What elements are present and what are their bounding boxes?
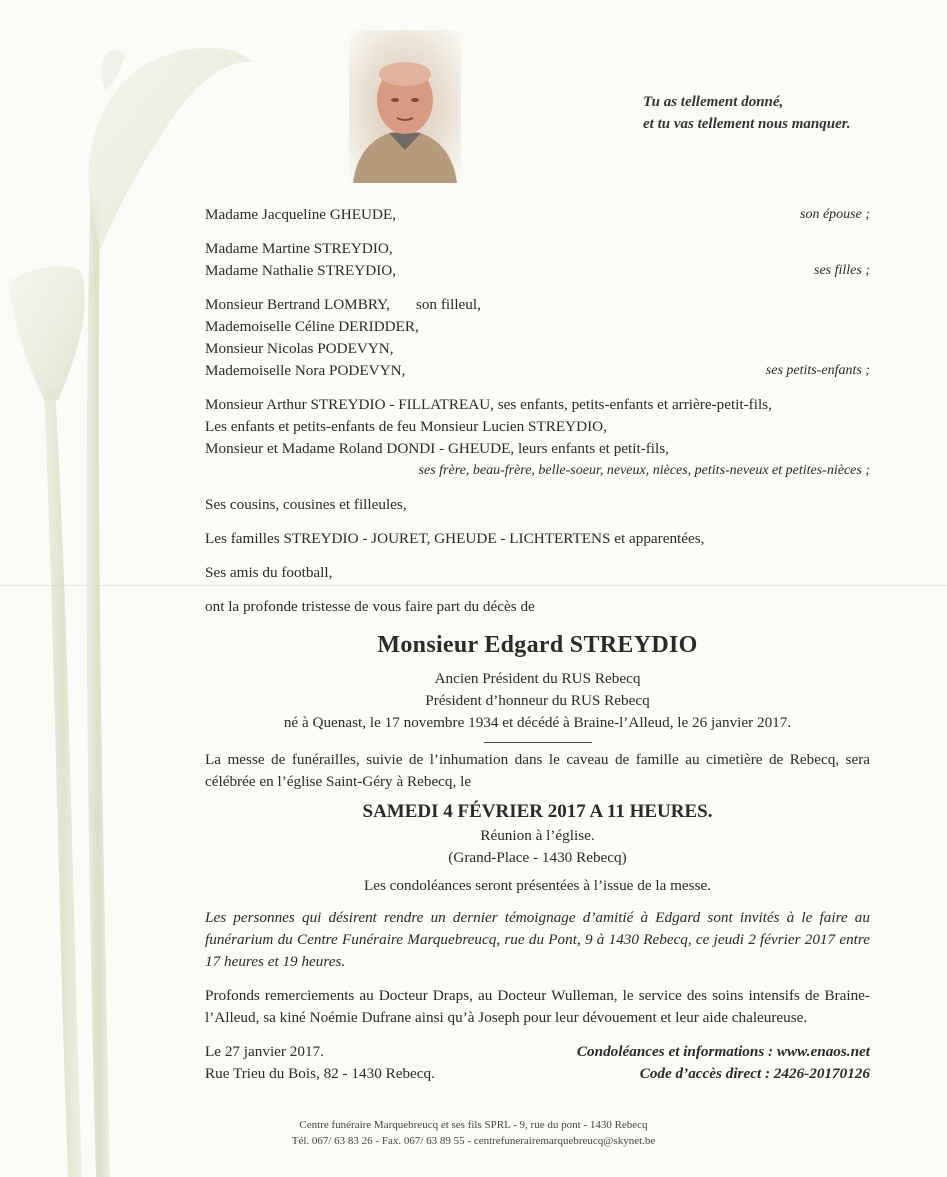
siblings-relation: ses frère, beau-frère, belle-soeur, neveux, nièces, petits-neveux et petites-nièces ; bbox=[418, 463, 870, 478]
ceremony-address: (Grand-Place - 1430 Rebecq) bbox=[448, 849, 627, 866]
grandchild-name: Monsieur Bertrand LOMBRY, bbox=[205, 296, 390, 313]
thanks-note: Profonds remerciements au Docteur Draps, au Docteur Wulleman, le service des soins intensifs de Braine-l’Alleud, sa kiné Noémie Dufrane ainsi qu’à Joseph pour leur dévouement et leur aide chaleureuse. bbox=[205, 987, 870, 1026]
obituary-body bbox=[205, 204, 870, 1085]
motto-line: Tu as tellement donné, bbox=[643, 94, 784, 110]
announcement-line: ont la profonde tristesse de vous faire part du décès de bbox=[205, 598, 535, 615]
ceremony-condolences: Les condoléances seront présentées à l’issue de la messe. bbox=[363, 877, 712, 894]
families-line: Les familles STREYDIO - JOURET, GHEUDE - LICHTERTENS et apparentées, bbox=[205, 530, 705, 547]
deceased-name: Monsieur Edgard STREYDIO bbox=[377, 632, 698, 658]
letter-date: Le 27 janvier 2017. bbox=[205, 1043, 324, 1060]
ceremony-meeting: Réunion à l’église. bbox=[480, 827, 595, 844]
godson-note: son filleul, bbox=[415, 296, 481, 313]
grandchild-name: Monsieur Nicolas PODEVYN, bbox=[205, 340, 394, 357]
grandchild-name: Mademoiselle Céline DERIDDER, bbox=[205, 318, 419, 335]
grandchildren-block bbox=[205, 294, 870, 382]
family-address: Rue Trieu du Bois, 82 - 1430 Rebecq. bbox=[205, 1065, 435, 1082]
siblings-block bbox=[205, 394, 870, 482]
daughter-name: Madame Nathalie STREYDIO, bbox=[205, 262, 397, 279]
undertaker-info bbox=[0, 1117, 947, 1149]
spouse-block bbox=[205, 204, 870, 226]
grandchild-name: Mademoiselle Nora PODEVYN, bbox=[205, 362, 406, 379]
access-code: Code d’accès direct : 2426-20170126 bbox=[639, 1065, 870, 1082]
sibling-line: Monsieur Arthur STREYDIO - FILLATREAU, ses enfants, petits-enfants et arrière-petit-fils, bbox=[205, 396, 772, 413]
divider bbox=[484, 742, 592, 743]
deceased-title: Président d’honneur du RUS Rebecq bbox=[425, 692, 650, 709]
online-condolences: Condoléances et informations : www.enaos.net bbox=[576, 1043, 870, 1060]
sibling-line: Monsieur et Madame Roland DONDI - GHEUDE, leurs enfants et petit-fils, bbox=[205, 440, 669, 457]
ceremony-date: SAMEDI 4 FÉVRIER 2017 A 11 HEURES. bbox=[362, 801, 713, 822]
sibling-line: Les enfants et petits-enfants de feu Monsieur Lucien STREYDIO, bbox=[205, 418, 607, 435]
spouse-name: Madame Jacqueline GHEUDE, bbox=[205, 206, 397, 223]
undertaker-line: Centre funéraire Marquebreucq et ses fils SPRL - 9, rue du pont - 1430 Rebecq bbox=[299, 1119, 648, 1131]
deceased-dates: né à Quenast, le 17 novembre 1934 et décédé à Braine-l’Alleud, le 26 janvier 2017. bbox=[283, 714, 792, 731]
daughter-name: Madame Martine STREYDIO, bbox=[205, 240, 393, 257]
daughters-relation: ses filles ; bbox=[814, 263, 870, 278]
friends-line: Ses amis du football, bbox=[205, 564, 333, 581]
cousins-line: Ses cousins, cousines et filleules, bbox=[205, 496, 407, 513]
undertaker-line: Tél. 067/ 63 83 26 - Fax. 067/ 63 89 55 - centrefunerairemarquebreucq@skynet.be bbox=[291, 1135, 656, 1147]
grandchildren-relation: ses petits-enfants ; bbox=[765, 363, 870, 378]
ceremony-intro: La messe de funérailles, suivie de l’inhumation dans le caveau de famille au cimetière de Rebecq, sera célébrée en l’église Saint-Géry à Rebecq, le bbox=[205, 751, 870, 790]
spouse-relation: son épouse ; bbox=[800, 207, 870, 222]
portrait-photo bbox=[349, 30, 461, 183]
funerarium-note: Les personnes qui désirent rendre un dernier témoignage d’amitié à Edgard sont invités à le faire au funérarium du Centre Funéraire Marquebreucq, rue du Pont, 9 à 1430 Rebecq, ce jeudi 2 février 2017 entre 17 heures et 19 heures. bbox=[205, 909, 870, 970]
daughters-block bbox=[205, 238, 870, 282]
motto bbox=[643, 91, 883, 135]
motto-line: et tu vas tellement nous manquer. bbox=[643, 116, 851, 132]
portrait-figure bbox=[349, 30, 461, 183]
deceased-title: Ancien Président du RUS Rebecq bbox=[434, 670, 641, 687]
